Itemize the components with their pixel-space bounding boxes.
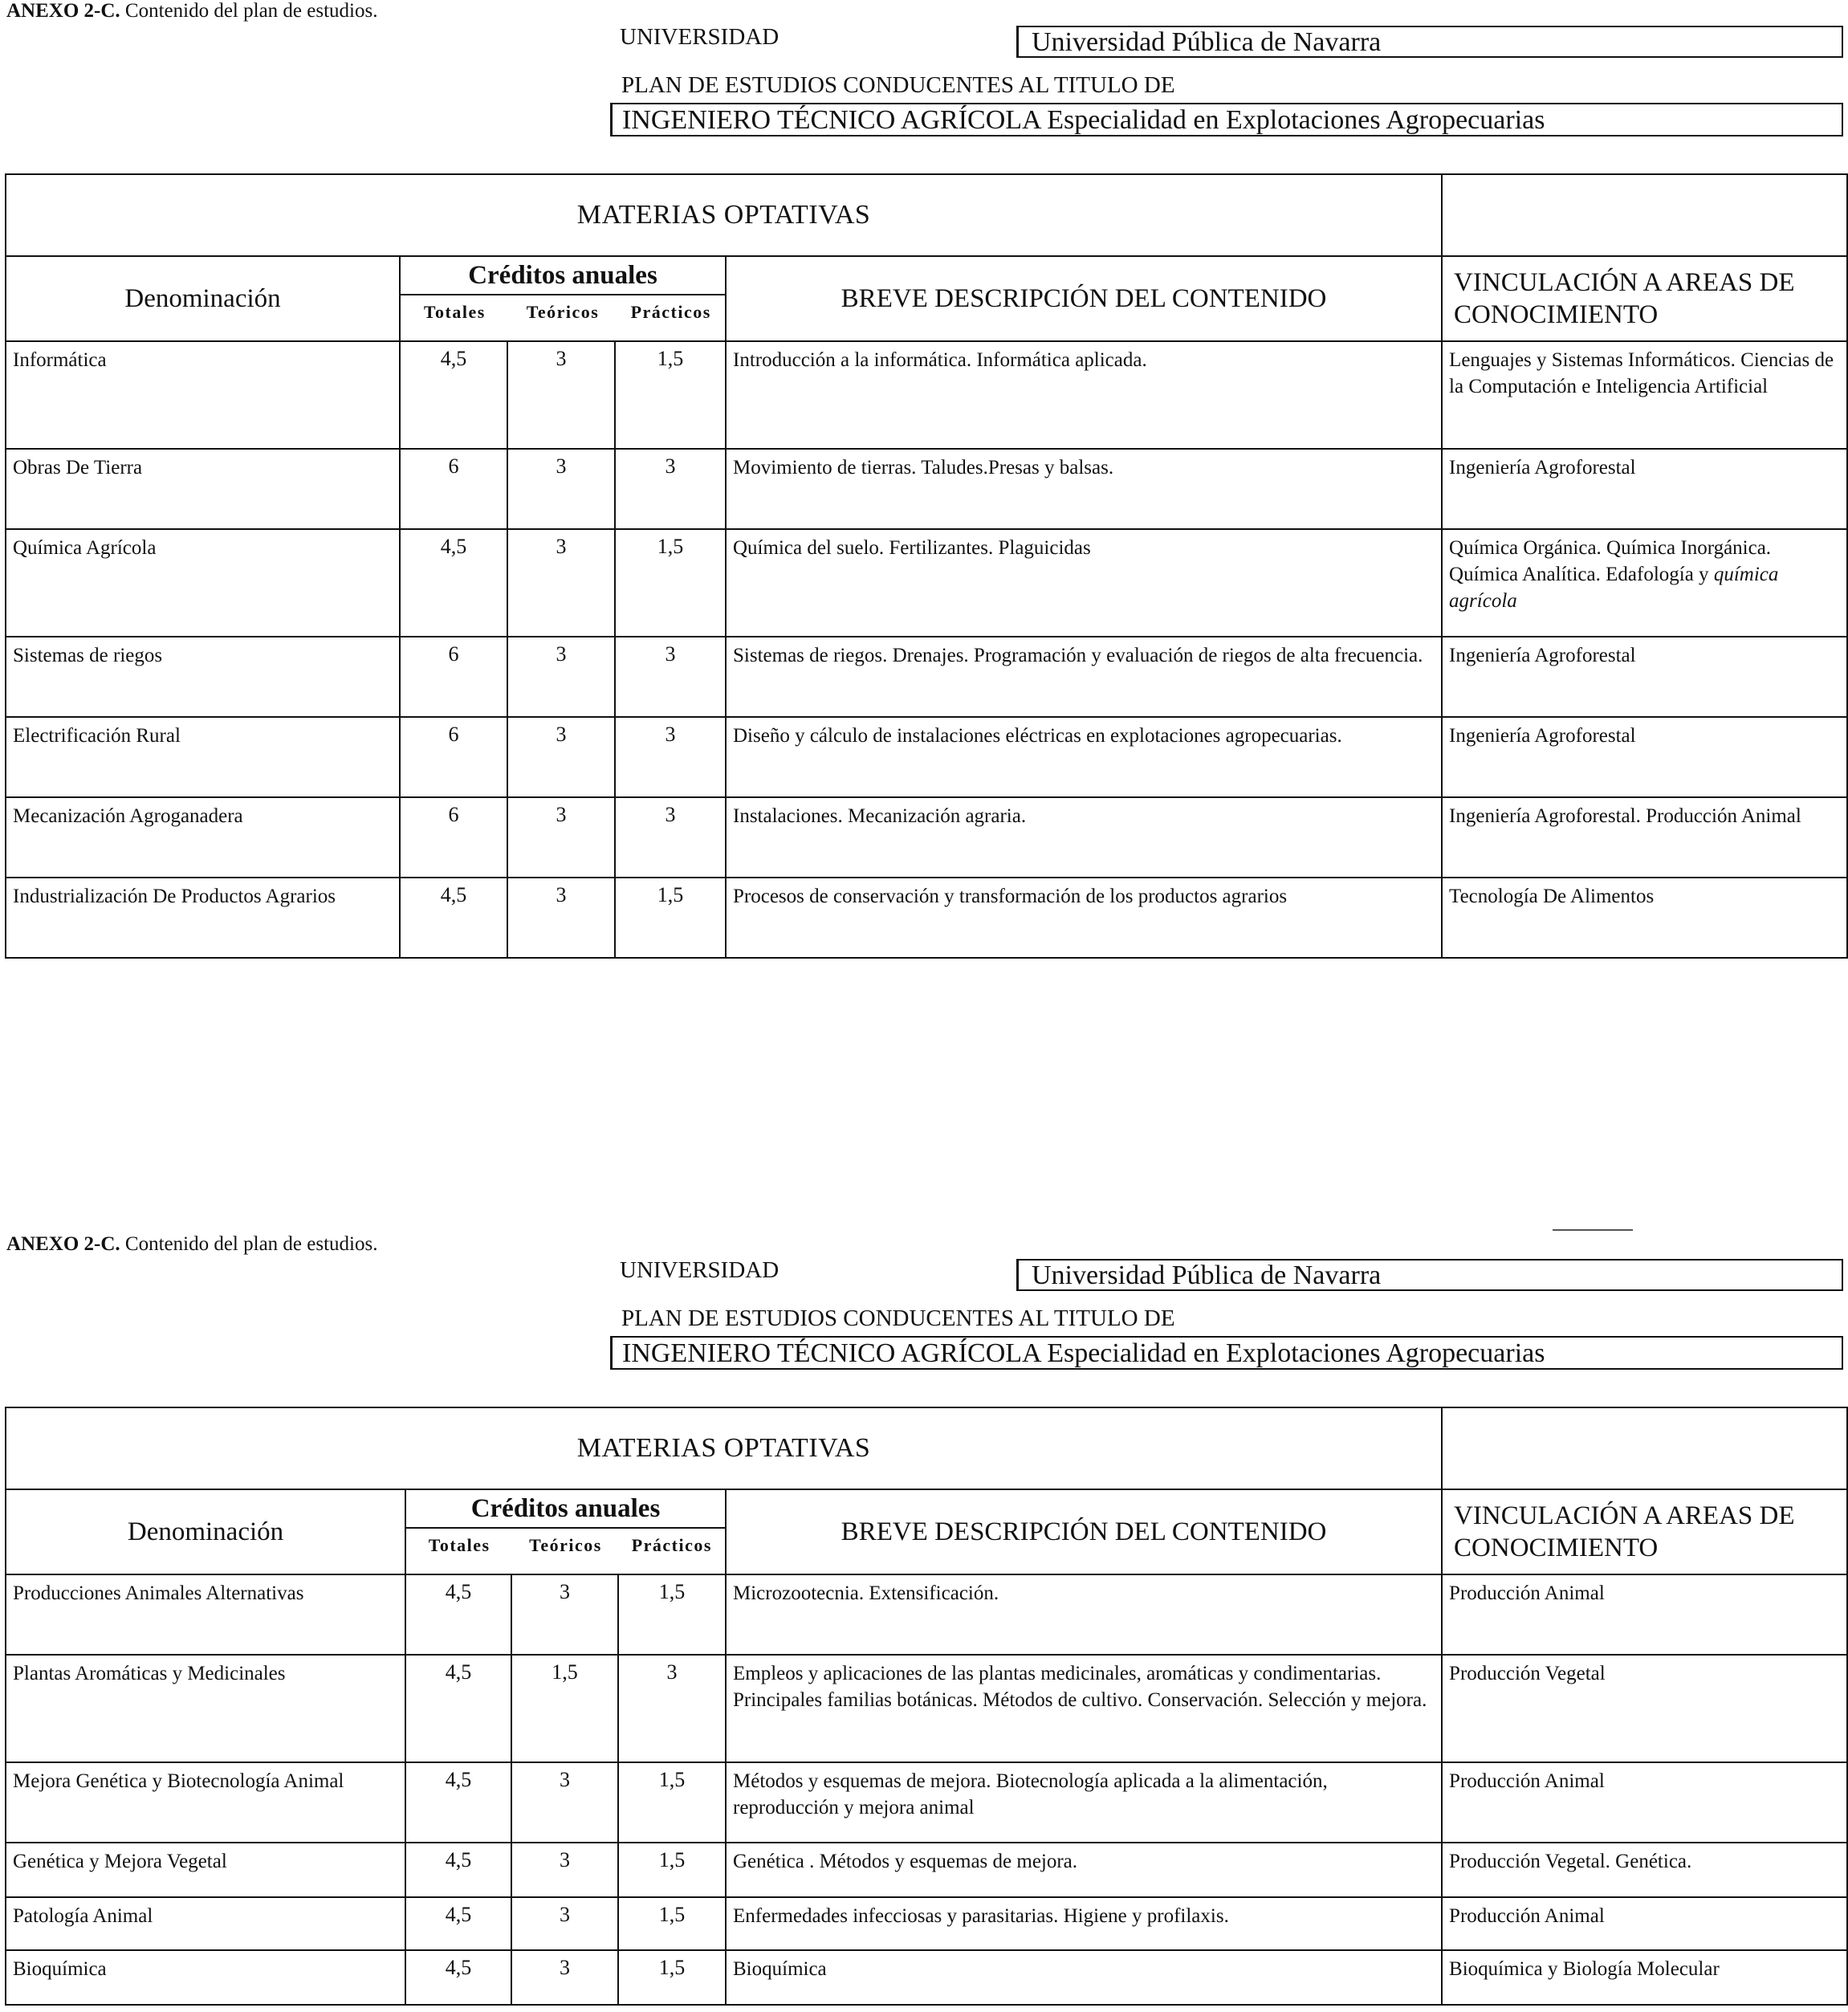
table-row: [6, 1843, 1847, 1897]
row-practicos: 1,5: [618, 1843, 726, 1897]
row-practicos: 1,5: [615, 529, 726, 637]
row-totales: 4,5: [405, 1897, 511, 1950]
row-practicos: 1,5: [618, 1574, 726, 1655]
row-name: Química Agrícola: [6, 529, 400, 637]
row-totales: 6: [400, 717, 507, 797]
row-name: Informática: [6, 341, 400, 449]
anexo-heading: [6, 1233, 377, 1256]
table-row: [6, 1574, 1847, 1655]
row-name: Obras De Tierra: [6, 449, 400, 529]
row-name: Bioquímica: [6, 1950, 405, 2005]
row-teoricos: 3: [511, 1950, 618, 2005]
row-descripcion: Diseño y cálculo de instalaciones eléctricas en explotaciones agropecuarias.: [726, 717, 1442, 797]
header-teoricos: Teóricos: [529, 1535, 602, 1555]
header-denominacion: Denominación: [6, 1489, 405, 1574]
row-descripcion: Bioquímica: [726, 1950, 1442, 2005]
header-creditos-title: Créditos anuales: [401, 257, 725, 295]
row-practicos: 1,5: [618, 1762, 726, 1843]
header-creditos: [405, 1489, 726, 1574]
row-area: Tecnología De Alimentos: [1442, 878, 1847, 958]
row-teoricos: 3: [507, 637, 615, 717]
row-area: Bioquímica y Biología Molecular: [1442, 1950, 1847, 2005]
header-practicos: Prácticos: [630, 302, 711, 322]
row-totales: 4,5: [405, 1950, 511, 2005]
row-descripcion: Introducción a la informática. Informática aplicada.: [726, 341, 1442, 449]
header-practicos: Prácticos: [631, 1535, 712, 1555]
row-totales: 6: [400, 797, 507, 878]
row-area: Producción Animal: [1442, 1762, 1847, 1843]
table-row: [6, 1655, 1847, 1762]
table-row: [6, 341, 1847, 449]
row-area: Ingeniería Agroforestal: [1442, 637, 1847, 717]
table-row: [6, 449, 1847, 529]
anexo-label: ANEXO 2-C.: [6, 1233, 120, 1255]
row-descripcion: Química del suelo. Fertilizantes. Plaguicidas: [726, 529, 1442, 637]
anexo-label: ANEXO 2-C.: [6, 0, 120, 22]
row-area-italic: química agrícola: [1449, 564, 1779, 612]
row-totales: 6: [400, 449, 507, 529]
row-practicos: 1,5: [615, 341, 726, 449]
row-teoricos: 3: [511, 1574, 618, 1655]
row-area: Lenguajes y Sistemas Informáticos. Ciencias de la Computación e Inteligencia Artificial: [1442, 341, 1847, 449]
table-row: [6, 1762, 1847, 1843]
row-teoricos: 3: [507, 878, 615, 958]
row-teoricos: 3: [507, 529, 615, 637]
row-name: Sistemas de riegos: [6, 637, 400, 717]
row-teoricos: 3: [511, 1897, 618, 1950]
row-name: Producciones Animales Alternativas: [6, 1574, 405, 1655]
row-name: Electrificación Rural: [6, 717, 400, 797]
row-practicos: 1,5: [618, 1950, 726, 2005]
header-teoricos: Teóricos: [526, 302, 600, 322]
row-totales: 4,5: [400, 529, 507, 637]
table-row: [6, 1950, 1847, 2005]
anexo-text: Contenido del plan de estudios.: [120, 0, 378, 22]
row-area: Ingeniería Agroforestal: [1442, 449, 1847, 529]
materias-table: [5, 1407, 1848, 2006]
plan-label: PLAN DE ESTUDIOS CONDUCENTES AL TITULO DE: [621, 1305, 1175, 1331]
row-teoricos: 3: [511, 1843, 618, 1897]
scan-line-mark: [1553, 1229, 1633, 1231]
row-totales: 6: [400, 637, 507, 717]
row-totales: 4,5: [400, 878, 507, 958]
materias-table: [5, 173, 1848, 959]
row-practicos: 3: [615, 449, 726, 529]
row-name: Industrialización De Productos Agrarios: [6, 878, 400, 958]
row-teoricos: 3: [507, 341, 615, 449]
row-name: Mecanización Agroganadera: [6, 797, 400, 878]
row-teoricos: 1,5: [511, 1655, 618, 1762]
table-row: [6, 1897, 1847, 1950]
row-descripcion: Procesos de conservación y transformación de los productos agrarios: [726, 878, 1442, 958]
row-name: Mejora Genética y Biotecnología Animal: [6, 1762, 405, 1843]
row-descripcion: Movimiento de tierras. Taludes.Presas y balsas.: [726, 449, 1442, 529]
table-title: MATERIAS OPTATIVAS: [6, 174, 1442, 256]
row-descripcion: Métodos y esquemas de mejora. Biotecnología aplicada a la alimentación, reproducción y mejora animal: [726, 1762, 1442, 1843]
header-creditos-title: Créditos anuales: [406, 1490, 725, 1529]
universidad-label: UNIVERSIDAD: [620, 24, 779, 50]
table-row: [6, 797, 1847, 878]
table-title-blank: [1442, 1407, 1847, 1489]
header-descripcion: BREVE DESCRIPCIÓN DEL CONTENIDO: [726, 256, 1442, 341]
row-teoricos: 3: [507, 717, 615, 797]
row-area: Ingeniería Agroforestal. Producción Animal: [1442, 797, 1847, 878]
row-area: Ingeniería Agroforestal: [1442, 717, 1847, 797]
universidad-value: Universidad Pública de Navarra: [1016, 26, 1843, 58]
row-practicos: 3: [615, 717, 726, 797]
universidad-value: Universidad Pública de Navarra: [1016, 1259, 1843, 1291]
row-area: Producción Animal: [1442, 1897, 1847, 1950]
row-practicos: 3: [618, 1655, 726, 1762]
row-totales: 4,5: [405, 1574, 511, 1655]
header-creditos: [400, 256, 726, 341]
row-descripcion: Enfermedades infecciosas y parasitarias. Higiene y profilaxis.: [726, 1897, 1442, 1950]
universidad-label: UNIVERSIDAD: [620, 1257, 779, 1283]
row-area: Producción Animal: [1442, 1574, 1847, 1655]
header-totales: Totales: [423, 302, 486, 322]
header-denominacion: Denominación: [6, 256, 400, 341]
row-totales: 4,5: [405, 1843, 511, 1897]
table-row: [6, 529, 1847, 637]
row-descripcion: Instalaciones. Mecanización agraria.: [726, 797, 1442, 878]
plan-value: INGENIERO TÉCNICO AGRÍCOLA Especialidad en Explotaciones Agropecuarias: [610, 103, 1843, 136]
row-teoricos: 3: [511, 1762, 618, 1843]
row-area: Producción Vegetal: [1442, 1655, 1847, 1762]
row-descripcion: Empleos y aplicaciones de las plantas medicinales, aromáticas y condimentarias. Principales familias botánicas. Métodos de cultivo. Conservación. Selección y mejora.: [726, 1655, 1442, 1762]
row-totales: 4,5: [405, 1655, 511, 1762]
plan-label: PLAN DE ESTUDIOS CONDUCENTES AL TITULO DE: [621, 72, 1175, 98]
row-teoricos: 3: [507, 449, 615, 529]
row-area: Producción Vegetal. Genética.: [1442, 1843, 1847, 1897]
table-title: MATERIAS OPTATIVAS: [6, 1407, 1442, 1489]
row-descripcion: Microzootecnia. Extensificación.: [726, 1574, 1442, 1655]
table-row: [6, 717, 1847, 797]
header-vinculacion: VINCULACIÓN A AREAS DE CONOCIMIENTO: [1442, 1489, 1847, 1574]
anexo-heading: [6, 0, 377, 22]
header-vinculacion: VINCULACIÓN A AREAS DE CONOCIMIENTO: [1442, 256, 1847, 341]
row-totales: 4,5: [400, 341, 507, 449]
row-totales: 4,5: [405, 1762, 511, 1843]
table-title-blank: [1442, 174, 1847, 256]
header-totales: Totales: [428, 1535, 490, 1555]
row-teoricos: 3: [507, 797, 615, 878]
plan-value: INGENIERO TÉCNICO AGRÍCOLA Especialidad en Explotaciones Agropecuarias: [610, 1336, 1843, 1370]
row-practicos: 3: [615, 637, 726, 717]
row-area-text: Química Orgánica. Química Inorgánica. Química Analítica. Edafología y: [1449, 537, 1772, 585]
header-descripcion: BREVE DESCRIPCIÓN DEL CONTENIDO: [726, 1489, 1442, 1574]
row-name: Plantas Aromáticas y Medicinales: [6, 1655, 405, 1762]
row-practicos: 3: [615, 797, 726, 878]
row-name: Genética y Mejora Vegetal: [6, 1843, 405, 1897]
row-name: Patología Animal: [6, 1897, 405, 1950]
row-descripcion: Sistemas de riegos. Drenajes. Programación y evaluación de riegos de alta frecuencia.: [726, 637, 1442, 717]
row-practicos: 1,5: [615, 878, 726, 958]
row-practicos: 1,5: [618, 1897, 726, 1950]
table-row: [6, 637, 1847, 717]
table-row: [6, 878, 1847, 958]
row-descripcion: Genética . Métodos y esquemas de mejora.: [726, 1843, 1442, 1897]
anexo-text: Contenido del plan de estudios.: [120, 1233, 378, 1255]
row-area: [1442, 529, 1847, 637]
